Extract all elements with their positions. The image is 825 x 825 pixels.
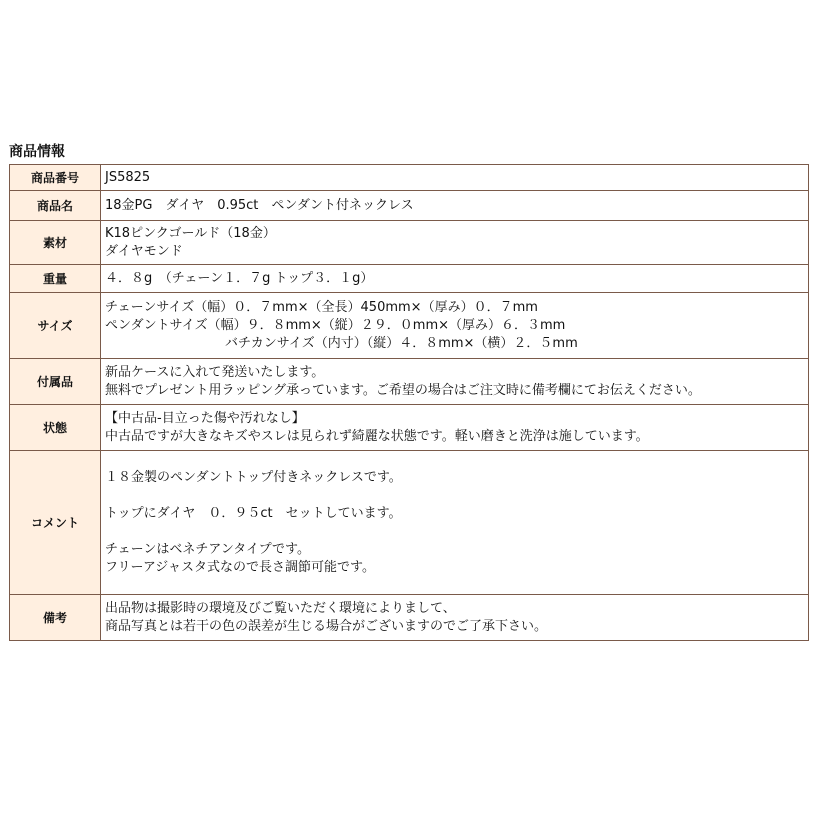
- notes-line: 出品物は撮影時の環境及びご覧いただく環境によりまして、: [105, 600, 456, 616]
- label-weight: 重量: [10, 265, 101, 293]
- label-size: サイズ: [10, 293, 101, 359]
- comment-spacer: [105, 523, 808, 541]
- size-line-pendant: ペンダントサイズ（幅）９．８mm×（縦）２９．０mm×（厚み）６．３mm: [105, 317, 566, 333]
- value-material: [101, 221, 809, 265]
- value-accessories: [101, 359, 809, 405]
- label-accessories: 付属品: [10, 359, 101, 405]
- value-weight: [101, 265, 809, 293]
- label-material: 素材: [10, 221, 101, 265]
- comment-line: トップにダイヤ ０．９５ct セットしています。: [105, 505, 402, 521]
- label-condition: 状態: [10, 405, 101, 451]
- accessories-line: 新品ケースに入れて発送いたします。: [105, 364, 325, 380]
- condition-line: 【中古品-目立った傷や汚れなし】: [105, 410, 305, 426]
- row-condition: [10, 405, 809, 451]
- row-weight: [10, 265, 809, 293]
- material-line: K18ピンクゴールド（18金）: [105, 225, 276, 241]
- row-material: [10, 221, 809, 265]
- value-notes: [101, 595, 809, 641]
- value-condition: [101, 405, 809, 451]
- comment-spacer: [105, 487, 808, 505]
- label-notes: 備考: [10, 595, 101, 641]
- label-product-name: 商品名: [10, 191, 101, 221]
- condition-line: 中古品ですが大きなキズやスレは見られず綺麗な状態です。軽い磨きと洗浄は施しています。: [105, 428, 649, 444]
- comment-line: チェーンはベネチアンタイプです。: [105, 541, 311, 557]
- size-line-bail: バチカンサイズ（内寸）（縦）４．８mm×（横）２．５mm: [225, 335, 578, 351]
- label-comment: コメント: [10, 451, 101, 595]
- size-line-chain: チェーンサイズ（幅）０．７mm×（全長）450mm×（厚み）０．７mm: [105, 299, 538, 315]
- row-accessories: [10, 359, 809, 405]
- accessories-line: 無料でプレゼント用ラッピング承っています。ご希望の場合はご注文時に備考欄にてお伝えください。: [105, 382, 701, 398]
- material-line: ダイヤモンド: [105, 243, 183, 259]
- weight-text: ４．８g （チェーン１．７g トップ３．１g）: [105, 270, 374, 286]
- value-product-name: [101, 191, 809, 221]
- comment-line: １８金製のペンダントトップ付きネックレスです。: [105, 469, 402, 485]
- row-comment: [10, 451, 809, 595]
- row-product-number: [10, 165, 809, 191]
- row-product-name: [10, 191, 809, 221]
- label-product-number: 商品番号: [10, 165, 101, 191]
- section-title: 商品情報: [9, 144, 65, 160]
- value-size: [101, 293, 809, 359]
- row-notes: [10, 595, 809, 641]
- notes-line: 商品写真とは若干の色の誤差が生じる場合がございますのでご了承下さい。: [105, 618, 548, 634]
- product-number-text: JS5825: [105, 169, 151, 185]
- value-comment: [101, 451, 809, 595]
- product-info-table: [9, 164, 809, 641]
- value-product-number: [101, 165, 809, 191]
- row-size: [10, 293, 809, 359]
- comment-line: フリーアジャスタ式なので長さ調節可能です。: [105, 559, 376, 575]
- product-name-text: 18金PG ダイヤ 0.95ct ペンダント付ネックレス: [105, 197, 414, 213]
